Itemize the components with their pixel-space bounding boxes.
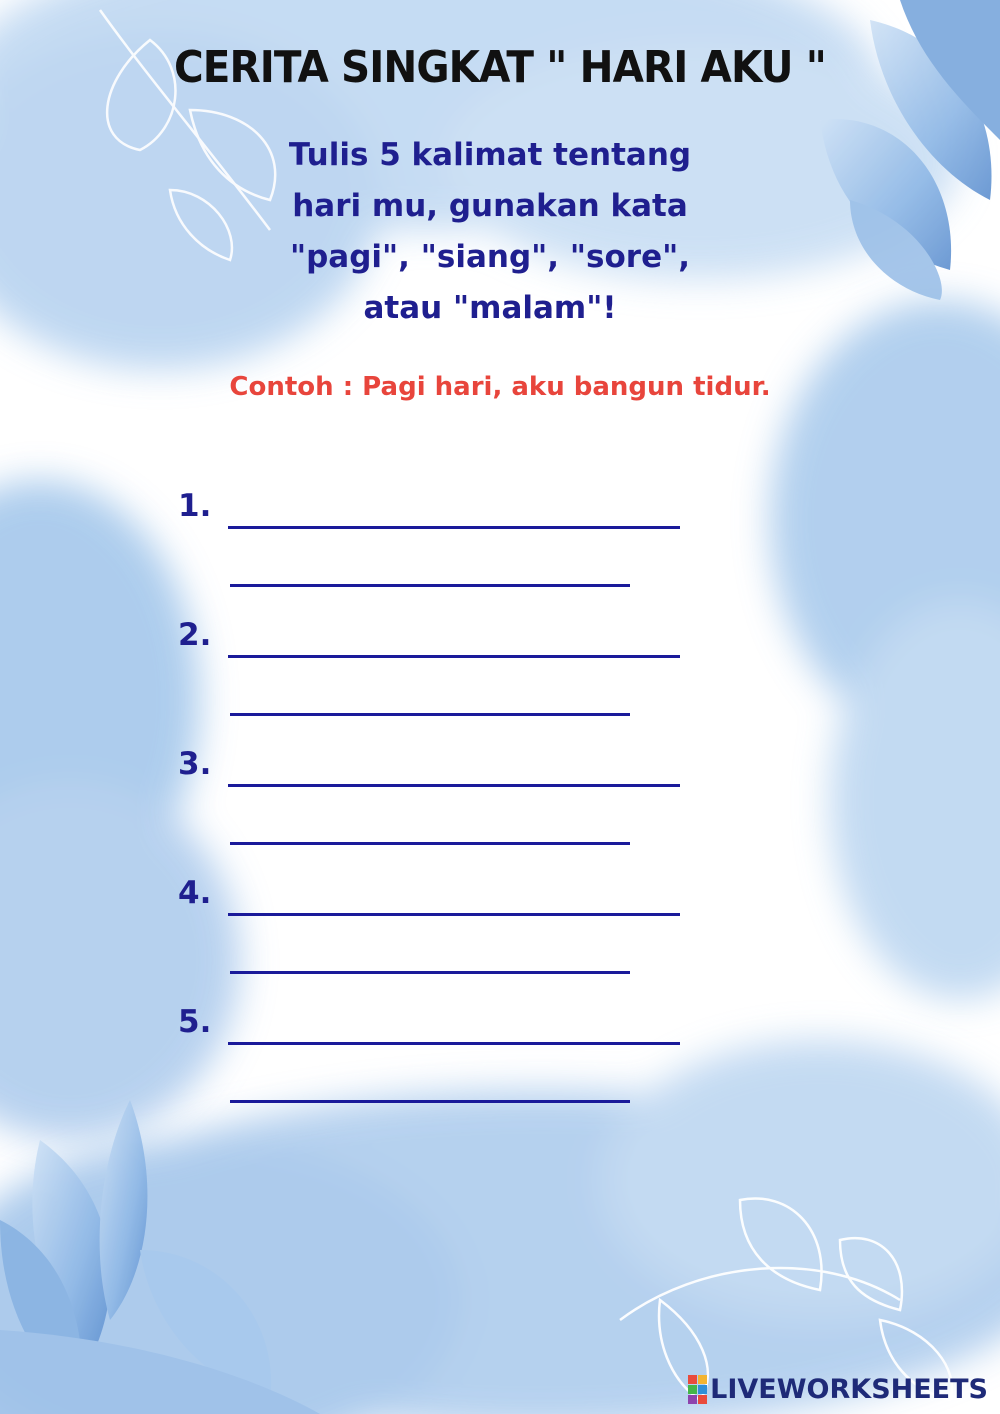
- instructions-line: atau "malam"!: [363, 290, 617, 326]
- answer-item: [0, 746, 1000, 846]
- answer-line[interactable]: [228, 913, 680, 916]
- watermark-text: LIVEWORKSHEETS: [710, 1373, 988, 1405]
- answer-line-continuation[interactable]: [230, 842, 630, 845]
- instructions-line: Tulis 5 kalimat tentang: [288, 137, 692, 173]
- answer-number: 5.: [178, 1004, 212, 1040]
- answer-number: 2.: [178, 617, 212, 653]
- answer-line-continuation[interactable]: [230, 1100, 630, 1103]
- answer-item: [0, 1004, 1000, 1104]
- answer-line-continuation[interactable]: [230, 971, 630, 974]
- watermark: [688, 1374, 988, 1404]
- answer-line-continuation[interactable]: [230, 584, 630, 587]
- answer-line[interactable]: [228, 655, 680, 658]
- answer-number: 1.: [178, 488, 212, 524]
- answer-line[interactable]: [228, 1042, 680, 1045]
- answer-item: [0, 875, 1000, 975]
- liveworksheets-logo-icon: [688, 1375, 707, 1404]
- page-title: CERITA SINGKAT " HARI AKU ": [174, 42, 826, 93]
- instructions-line: "pagi", "siang", "sore",: [289, 239, 691, 275]
- answer-item: [0, 617, 1000, 717]
- answer-number: 3.: [178, 746, 212, 782]
- answer-number: 4.: [178, 875, 212, 911]
- answer-line[interactable]: [228, 784, 680, 787]
- answer-item: [0, 488, 1000, 588]
- answer-line-continuation[interactable]: [230, 713, 630, 716]
- answer-line[interactable]: [228, 526, 680, 529]
- example-sentence: Contoh : Pagi hari, aku bangun tidur.: [229, 372, 771, 402]
- instructions-line: hari mu, gunakan kata: [292, 188, 688, 224]
